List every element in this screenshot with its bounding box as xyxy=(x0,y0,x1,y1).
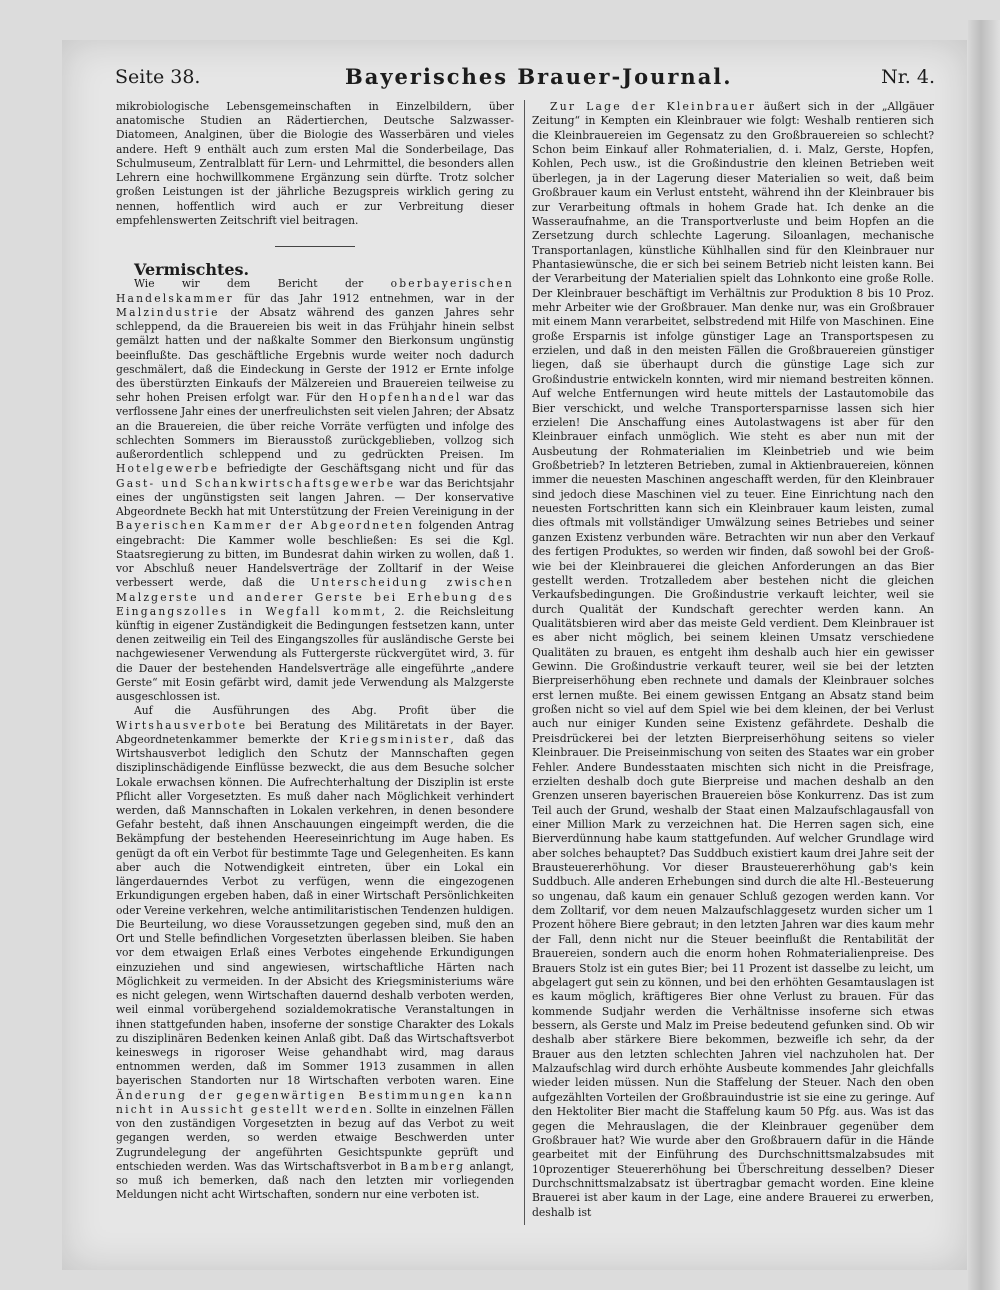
paragraph-kleinbrauer: Zur Lage der Kleinbrauer äußert sich in der „Allgäuer Zeitung“ in Kempten ein Kleinbrauer wie folgt: Weshalb rentieren sich die Kleinbrauereien im Gegensatz zu den Großbrauereien so schlecht? Schon beim Einkauf aller Rohmaterialien, d. i. Malz, Gerste, Hopfen, Kohlen, Pech usw., ist die Großindustrie den kleinen Betrieben weit überlegen, ja in der Lagerung dieser Materialien so weit, daß beim Großbrauer kaum ein Verlust entsteht, während ihn der Kleinbrauer bis zur Verarbeitung oftmals in hohem Grade hat. Ich denke an die Wasseraufnahme, an die Transportverluste und beim Hopfen an die Zersetzung durch schlechte Lagerung. Siloanlagen, mechanische Transportanlagen, künstliche Kühlhallen sind für den Kleinbrauer nur Phantasiewünsche, die er sich bei seinem Betrieb nicht leisten kann. Bei der Verarbeitung der Materialien spielt das Lohnkonto eine große Rolle. Der Kleinbrauer beschäftigt im Verhältnis zur Produktion 8 bis 10 Proz. mehr Arbeiter wie der Großbrauer. Man denke nur, was ein Großbrauer mit einem Mann verarbeitet, selbstredend mit Hilfe von Maschinen. Eine große Ersparnis ist infolge günstiger Lage an Transportspesen zu erzielen, und daß in den meisten Fällen die Großbrauereien günstiger liegen, daß sie überhaupt durch die günstige Lage sich zur Großindustrie entwickeln konnten, wird mir niemand bestreiten können. Auf welche Entfernungen wird heute mittels der Lastautomobile das Bier verschickt, und welche Transportersparnisse lassen sich hier erzielen! Die Anschaffung eines Autolastwagens ist aber für den Kleinbrauer einfach unmöglich. Wie steht es aber nun mit der Ausbeutung der Rohmaterialien im Kleinbetrieb und wie beim Großbetrieb? In letzteren Betrieben, zumal in Aktienbrauereien, können immer die neuesten Maschinen angeschafft werden, für den Kleinbrauer sind jedoch diese Maschinen viel zu teuer. Eine Einrichtung nach den neuesten Fortschritten kann sich ein Kleinbrauer kaum leisten, zumal dies oftmals mit vollständiger Umwälzung seines Betriebes und seiner ganzen Existenz verbunden wäre. Betrachten wir nun aber den Verkauf des fertigen Produktes, so werden wir finden, daß sowohl bei der Groß- wie bei der Kleinbrauerei die gleichen Anforderungen an das Bier gestellt werden. Trotzalledem aber bestehen nicht die gleichen Verkaufsbedingungen. Die Großindustrie verkauft leichter, weil sie durch Qualität der Kundschaft gerechter werden kann. An Qualitätsbieren wird aber das meiste Geld verdient. Dem Kleinbrauer ist es aber nicht möglich, bei seinem kleinen Umsatz verschiedene Qualitäten zu brauen, es entgeht ihm deshalb auch hier ein gewisser Gewinn. Die Großindustrie verkauft teurer, weil sie bei der letzten Bierpreiserhöhung eben rechnete und damals der Kleinbrauer solches erst lernen mußte. Bei einem gewissen Entgang an Absatz stand beim großen nicht so viel auf dem Spiel wie bei dem kleinen, der bei Verlust auch nur einiger Kunden seine Existenz gefährdete. Deshalb die Preisdrückerei bei der letzten Bierpreiserhöhung seitens so vieler Kleinbrauer. Die Preiseinmischung von seiten des Staates war ein grober Fehler. Andere Bundesstaaten mischten sich nicht in die Preisfrage, erzielten deshalb doch gute Bierpreise und machen deshalb an den Grenzen unseren bayerischen Brauereien böse Konkurrenz. Das ist zum Teil auch der Grund, weshalb der Staat einen Malzaufschlagausfall von einer Million Mark zu verzeichnen hat. Die Herren sagen sich, eine Bierverdünnung habe kaum stattgefunden. Auf welcher Grundlage wird aber solches behauptet? Das Suddbuch existiert kaum drei Jahre seit der Brausteuererhöhung. Vor dieser Brausteuererhöhung gab's kein Suddbuch. Alle anderen Erhebungen sind durch die alte Hl.-Besteuerung so ungenau, daß kaum ein genauer Schluß gezogen werden kann. Vor dem Zolltarif, vor dem neuen Malzaufschlaggesetz wurden sicher um 1 Prozent höhere Biere gebraut; in den letzten Jahren war dies kaum mehr der Fall, denn nicht nur die Steuer beeinflußt die Rentabilität der Brauereien, sondern auch die enorm hohen Rohmaterialienpreise. Des Brauers Stolz ist ein gutes Bier; bei 11 Prozent ist dasselbe zu leicht, um abgelagert gut sein zu können, und bei den erhöhten Gesamtauslagen ist es kaum möglich, kräftigeres Bier ohne Verlust zu brauen. Für das kommende Sudjahr werden die Verhältnisse insoferne sich etwas bessern, als Gerste und Malz im Preise bedeutend gefunken sind. Ob wir deshalb aber stärkere Biere bekommen, bezweifle ich sehr, da der Brauer aus den letzten schlechten Jahren viel nachzuholen hat. Der Malzaufschlag wird durch erhöhte Ausbeute kommendes Jahr gleichfalls wieder leiden müssen. Nun die Staffelung der Steuer. Nach den oben aufgezählten Vorteilen der Großbrauindustrie ist sie eine zu geringe. Auf den Hektoliter Bier macht die Staffelung kaum 50 Pfg. aus. Was ist das gegen die Mehrauslagen, die der Kleinbrauer gegenüber dem Großbrauer hat? Wie wurde aber den Großbrauern dafür in die Hände gearbeitet mit der Einführung des Durchschnittsmalzabsudes mit 10prozentiger Steuererhöhung bei Überschreitung desselben? Dieser Durchschnittsmalzabsatz ist übertragbar gemacht worden. Eine kleine Brauerei ist aber kaum in der Lage, eine andere Brauerei zu erwerben, deshalb ist xyxy=(532,100,935,1219)
binding-edge xyxy=(968,20,1000,1290)
column-divider xyxy=(524,100,525,1225)
left-column xyxy=(116,100,514,1203)
section-heading: Vermischtes. xyxy=(134,260,250,280)
right-column xyxy=(532,100,934,1220)
page-number: Seite 38. xyxy=(115,66,201,88)
paragraph-handelskammer: Wie wir dem Bericht der oberbayerischen Handelskammer für das Jahr 1912 entnehmen, war in der Malzindustrie der Absatz während des ganzen Jahres sehr schleppend, da die Brauereien bis weit in das Frühjahr hinein selbst gemälzt hatten und der naßkalte Sommer den Bierkonsum ungünstig beeinflußte. Das geschäftliche Ergebnis wurde weiter noch dadurch geschmälert, daß die Eindeckung in Gerste der 1912 er Ernte infolge des überstürzten Einkaufs der Mälzereien und Brauereien teilweise zu sehr hohen Preisen erfolgt war. Für den Hopfenhandel war das verflossene Jahr eines der unerfreulichsten seit vielen Jahren; der Absatz an die Brauereien, die über reiche Vorräte verfügten und infolge des schlechten Sommers im Bierausstoß zurückgeblieben, vollzog sich außerordentlich schleppend und zu gedrückten Preisen. Im Hotelgewerbe befriedigte der Geschäftsgang nicht und für das Gast- und Schankwirtschaftsgewerbe war das Berichtsjahr eines der ungünstigsten seit langen Jahren. — Der konservative Abgeordnete Beckh hat mit Unterstützung der Freien Vereinigung in der Bayerischen Kammer der Abgeordneten folgenden Antrag eingebracht: Die Kammer wolle beschließen: Es sei die Kgl. Staatsregierung zu bitten, im Bundesrat dahin wirken zu wollen, daß 1. vor Abschluß neuer Handelsverträge der Zolltarif in der Weise verbessert werde, daß die Unterscheidung zwischen Malzgerste und anderer Gerste bei Erhebung des Eingangszolles in Wegfall kommt, 2. die Reichsleitung künftig in eigener Zuständigkeit die Bedingungen festsetzen kann, unter denen zeitweilig ein Teil des Eingangszolles für ausländische Gerste bei nachgewiesener Verwendung als Futtergerste rückvergütet wird, 3. für die Dauer der bestehenden Handelsverträge alle eingeführte „andere Gerste“ mit Eosin gefärbt wird, damit jede Verwendung als Malzgerste ausgeschlossen ist. xyxy=(116,277,515,704)
paragraph-review-end: mikrobiologische Lebensgemeinschaften in Einzelbildern, über anatomische Studien an Rädertierchen, Deutsche Salzwasser-Diatomeen, Analginen, über die Biologie des Wasserbären und vieles andere. Heft 9 enthält auch zum ersten Mal die Sonderbeilage, Das Schulmuseum, Zentralblatt für Lern- und Lehrmittel, die besonders allen Lehrern eine hochwillkommene Ergänzung sein dürfte. Trotz solcher großen Leistungen ist der jährliche Bezugspreis wirklich gering zu nennen, hoffentlich wird auch er zur Verbreitung dieser empfehlenswerten Zeitschrift viel beitragen. xyxy=(116,100,514,227)
page-header xyxy=(115,64,935,94)
issue-number: Nr. 4. xyxy=(881,66,935,88)
journal-title: Bayerisches Brauer-Journal. xyxy=(345,64,733,89)
paragraph-wirtshausverbote: Auf die Ausführungen des Abg. Profit über die Wirtshausverbote bei Beratung des Militäretats in der Bayer. Abgeordnetenkammer bemerkte der Kriegsminister, daß das Wirtshausverbot lediglich den Schutz der Mannschaften gegen disziplinschädigende Einflüsse bezweckt, die aus dem Besuche solcher Lokale erwachsen können. Die Aufrechterhaltung der Disziplin ist erste Pflicht aller Vorgesetzten. Es muß daher nach Möglichkeit verhindert werden, daß Mannschaften in Lokalen verkehren, in denen besondere Gefahr besteht, daß ihnen Anschauungen eingeimpft werden, die die Bekämpfung der bestehenden Heereseinrichtung im Auge haben. Es genügt da oft ein Verbot für bestimmte Tage und Gelegenheiten. Es kann aber auch die Notwendigkeit eintreten, über ein Lokal ein längerdauerndes Verbot zu verfügen, wenn die eingezogenen Erkundigungen ergeben haben, daß in einer Wirtschaft Persönlichkeiten oder Vereine verkehren, welche antimilitaristischen Tendenzen huldigen. Die Beurteilung, wo diese Voraussetzungen gegeben sind, muß den an Ort und Stelle befindlichen Vorgesetzten überlassen bleiben. Sie haben vor dem etwaigen Erlaß eines Verbotes eingehende Erkundigungen einzuziehen und sind angewiesen, wirtschaftliche Härten nach Möglichkeit zu vermeiden. In der Absicht des Kriegsministeriums wäre es nicht gelegen, wenn Wirtschaften dauernd deshalb verboten werden, weil einmal vorübergehend sozialdemokratische Veranstaltungen in ihnen stattgefunden haben, insoferne der sonstige Charakter des Lokals zu disziplinären Bedenken keinen Anlaß gibt. Daß das Wirtschaftsverbot keineswegs in rigoroser Weise gehandhabt wird, mag daraus entnommen werden, daß im Sommer 1913 zusammen in allen bayerischen Standorten nur 18 Wirtschaften verboten waren. Eine Änderung der gegenwärtigen Bestimmungen kann nicht in Aussicht gestellt werden. Sollte in einzelnen Fällen von den zuständigen Vorgesetzten in bezug auf das Verbot zu weit gegangen werden, so werden etwaige Beschwerden unter Zugrundelegung der angeführten Gesichtspunkte geprüft und entschieden werden. Was das Wirtschaftsverbot in Bamberg anlangt, so muß ich bemerken, daß nach den letzten mir vorliegenden Meldungen nicht acht Wirtschaften, sondern nur eine verboten ist. xyxy=(116,704,515,1202)
section-separator xyxy=(275,246,355,247)
